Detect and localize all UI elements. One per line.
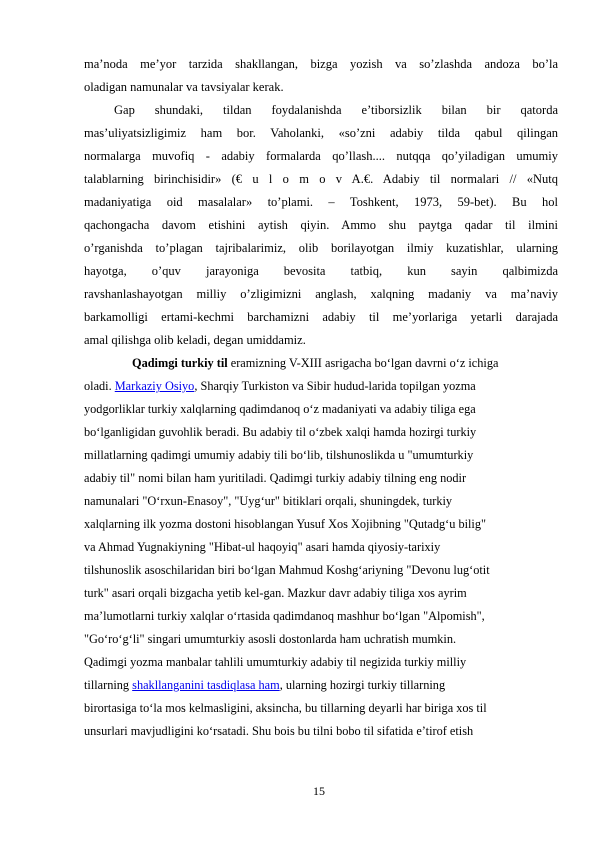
paragraph-3-line-3: yodgorliklar turkiy xalqlarning qadimdanoq o‘z madaniyati va adabiy tiliga ega — [84, 402, 476, 416]
paragraph-2-line-4: talablarning birinchisidir» (€ u l o m o v A.€. Adabiy til normalari // «Nutq — [84, 172, 558, 186]
link-markaziy-osiyo[interactable]: Markaziy Osiyo — [114, 379, 195, 393]
paragraph-2-line-9: ravshanlashayotgan milliy o’zligimizni anglash, xalqning madaniy va ma’naviy — [84, 287, 558, 301]
line-text: , ularning hozirgi turkiy tillarning — [279, 678, 446, 692]
paragraph-3-line-2 — [84, 378, 476, 395]
paragraph-3-line-11: turk" asari orqali bizgacha yetib kel-gan. Mazkur davr adabiy tiliga xos ayrim — [84, 586, 467, 600]
page-number: 15 — [313, 784, 325, 798]
paragraph-2-line-5: madaniyatiga oid masalalar» to’plami. – Toshkent, 1973, 59-bet). Bu hol — [84, 195, 558, 209]
paragraph-3-line-7: namunalari "O‘rxun-Enasoy", "Uyg‘ur" bitiklari orqali, shuningdek, turkiy — [84, 494, 453, 508]
paragraph-3-line-16: birortasiga to‘la mos kelmasligini, aksincha, bu tillarning deyarli har biriga xos til — [84, 701, 487, 715]
paragraph-3-line-9: va Ahmad Yugnakiyning "Hibat-ul haqoyiq" asari hamda qiyosiy-tarixiy — [84, 540, 441, 554]
paragraph-3-line-4: bo‘lganligidan guvohlik beradi. Bu adabiy til o‘zbek xalqi hamda hozirgi turkiy — [84, 425, 477, 439]
paragraph-1-line-1: ma’noda me’yor tarzida shakllangan, bizga yozish va so’zlashda andoza bo’la — [84, 57, 558, 71]
line-text: , Sharqiy Turkiston va Sibir hudud-larida topilgan yozma — [194, 379, 476, 393]
paragraph-2-line-1: Gap shundaki, tildan foydalanishda e’tiborsizlik bilan bir qatorda — [114, 103, 558, 117]
paragraph-2-line-3: normalarga muvofiq - adabiy formalarda qo’llash.... nutqqa qo’yiladigan umumiy — [84, 149, 558, 163]
paragraph-3-line-12: ma’lumotlarni turkiy xalqlar o‘rtasida qadimdanoq mashhur bo‘lgan "Alpomish", — [84, 609, 485, 623]
line-text: oladi. — [84, 379, 115, 393]
paragraph-3-line-13: "Go‘ro‘g‘li" singari umumturkiy asosli dostonlarda ham uchratish mumkin. — [84, 632, 457, 646]
paragraph-3-line-5: millatlarning qadimgi umumiy adabiy tili bo‘lib, tilshunoslikda u "umumturkiy — [84, 448, 474, 462]
paragraph-2-line-6: qachongacha davom etishini aytish qiyin. Ammo shu paytga qadar til ilmini — [84, 218, 558, 232]
paragraph-3-line-14: Qadimgi yozma manbalar tahlili umumturkiy adabiy til negizida turkiy milliy — [84, 655, 467, 669]
paragraph-2-line-7: o’rganishda to’plagan tajribalarimiz, olib borilayotgan ilmiy kuzatishlar, ularning — [84, 241, 558, 255]
link-shakllanganini[interactable]: shakllanganini tasdiqlasa ham — [132, 678, 280, 692]
paragraph-2-line-10: barkamolligi ertami-kechmi barchamizni adabiy til me’yorlariga yetarli darajada — [84, 310, 558, 324]
paragraph-3-line-10: tilshunoslik asoschilaridan biri bo‘lgan Mahmud Koshg‘ariyning "Devonu lug‘otit — [84, 563, 490, 577]
line-text: eramizning V-XIII asrigacha bo‘lgan davrni o‘z ichiga — [227, 356, 499, 370]
paragraph-2-line-8: hayotga, o’quv jarayoniga bevosita tatbiq, kun sayin qalbimizda — [84, 264, 558, 278]
paragraph-2-line-11: amal qilishga olib keladi, degan umiddamiz. — [84, 333, 306, 347]
paragraph-2-line-2: mas’uliyatsizligimiz ham bor. Vaholanki, «so’zni adabiy tilda qabul qilingan — [84, 126, 558, 140]
paragraph-1-line-2: oladigan namunalar va tavsiyalar kerak. — [84, 80, 284, 94]
paragraph-3-line-17: unsurlari mavjudligini ko‘rsatadi. Shu bois bu tilni bobo til sifatida e’tirof etish — [84, 724, 474, 738]
paragraph-3-line-1 — [132, 355, 498, 372]
paragraph-3-line-8: xalqlarning ilk yozma dostoni hisoblangan Yusuf Xos Xojibning "Qutadg‘u bilig" — [84, 517, 487, 531]
bold-term: Qadimgi turkiy til — [132, 356, 228, 370]
paragraph-3-line-6: adabiy til" nomi bilan ham yuritiladi. Qadimgi turkiy adabiy tilning eng nodir — [84, 471, 467, 485]
line-text: tillarning — [84, 678, 133, 692]
paragraph-3-line-15 — [84, 677, 445, 694]
